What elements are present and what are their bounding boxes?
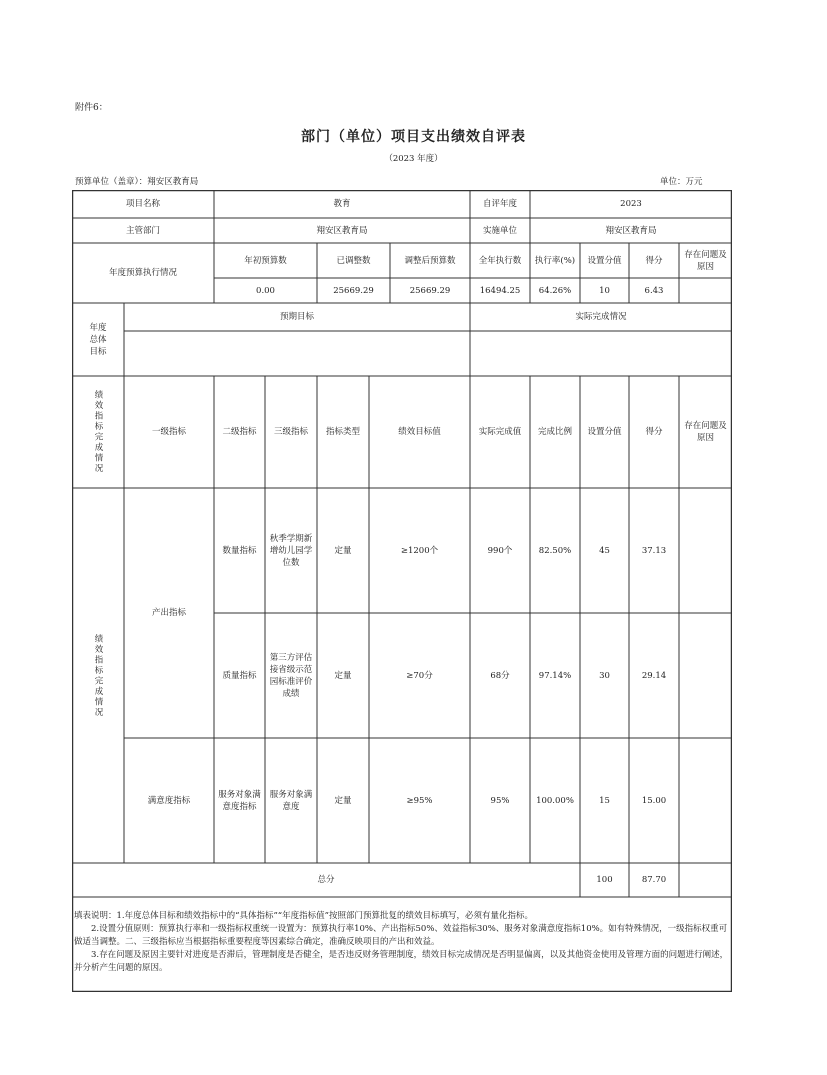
impl-unit-label: 实施单位 [482, 225, 517, 236]
indicator-score: 15.00 [641, 795, 667, 806]
indicator-l3: 服务对象满意度 [269, 789, 313, 812]
attachment-label: 附件6： [75, 103, 108, 113]
indicator-l2: 数量指标 [222, 545, 257, 556]
budget-value: 0.00 [256, 285, 275, 296]
currency-unit: 单位：万元 [660, 177, 703, 187]
budget-value: 10 [599, 285, 610, 296]
self-eval-year-value: 2023 [620, 199, 642, 209]
indicator-body-label: 绩效指标完成情况 [93, 633, 103, 718]
satisfaction-indicator-label: 满意度指标 [147, 795, 191, 806]
page-title: 部门（单位）项目支出绩效自评表 [301, 129, 526, 145]
fill-instructions [74, 910, 730, 975]
budget-value: 25669.29 [333, 285, 374, 296]
budget-header: 执行率(%) [534, 255, 576, 266]
indicator-section-label: 绩效指标完成情况 [93, 390, 103, 474]
total-weight: 100 [596, 875, 613, 885]
indicator-col-header: 设置分值 [587, 427, 622, 437]
indicator-l2: 服务对象满意度指标 [218, 789, 261, 812]
project-name-label: 项目名称 [125, 199, 160, 209]
budget-header: 全年执行数 [478, 255, 522, 266]
budget-value: 25669.29 [409, 285, 451, 296]
budget-value: 16494.25 [479, 285, 521, 296]
budget-value: 64.26% [538, 285, 572, 296]
indicator-type: 定量 [334, 795, 352, 806]
indicator-type: 定量 [334, 670, 352, 681]
indicator-col-header: 二级指标 [222, 427, 257, 437]
indicator-actual: 95% [490, 795, 510, 806]
indicator-l2: 质量指标 [222, 670, 257, 681]
note-line: 2.设置分值原则：预算执行率和一级指标权重统一设置为：预算执行率10%、产出指标50%、效益指标30%、服务对象满意度指标10%。如有特殊情况，一级指标权重可做适当调整。二、三级指标应当根据指标重要程度等因素综合确定，准确反映项目的产出和效益。 [74, 924, 728, 947]
project-name-value: 教育 [333, 199, 351, 209]
indicator-type: 定量 [334, 545, 352, 556]
indicator-score: 37.13 [641, 545, 667, 556]
budget-header: 设置分值 [587, 255, 622, 266]
actual-status-header: 实际完成情况 [575, 312, 627, 322]
indicator-actual: 68分 [490, 670, 510, 681]
output-indicator-label: 产出指标 [151, 608, 186, 618]
indicator-weight: 30 [599, 670, 610, 681]
expected-goal-header: 预期目标 [279, 312, 314, 322]
note-line: 填表说明：1.年度总体目标和绩效指标中的“具体指标”“年度指标值”按照部门预算批复的绩效目标填写，必须有量化指标。 [74, 911, 533, 921]
budget-header: 调整后预算数 [404, 255, 456, 266]
indicator-ratio: 97.14% [538, 670, 572, 681]
indicator-col-header: 实际完成值 [478, 427, 522, 437]
dept-value: 翔安区教育局 [316, 225, 368, 236]
indicator-target: ≥70分 [406, 670, 433, 681]
indicator-col-header: 指标类型 [325, 427, 360, 437]
indicator-l3: 秋季学期新增幼儿园学位数 [269, 533, 313, 568]
indicator-score: 29.14 [641, 670, 667, 681]
budget-row-label: 年度预算执行情况 [108, 268, 177, 278]
budget-header: 已调整数 [336, 255, 371, 266]
indicator-ratio: 100.00% [536, 795, 574, 806]
indicator-l3: 第三方评估接省级示范园标准评价成绩 [269, 652, 313, 699]
indicator-target: ≥1200个 [400, 545, 439, 556]
indicator-col-header: 三级指标 [273, 427, 308, 437]
note-line: 3.存在问题及原因主要针对进度是否滞后，管理制度是否健全，是否违反财务管理制度，绩效目标完成情况是否明显偏离，以及其他资金使用及管理方面的问题进行阐述，并分析产生问题的原因。 [74, 950, 729, 973]
budget-header: 存在问题及原因 [684, 249, 727, 272]
budget-header: 年初预算数 [244, 255, 287, 266]
indicator-weight: 15 [599, 795, 610, 806]
evaluation-table [72, 190, 732, 992]
dept-label: 主管部门 [125, 225, 160, 236]
budget-unit: 预算单位（盖章）：翔安区教育局 [75, 177, 199, 187]
report-year: （2023 年度） [384, 154, 443, 164]
budget-value: 6.43 [644, 285, 664, 296]
impl-unit-value: 翔安区教育局 [605, 225, 657, 236]
annual-goal-label: 年度总体目标 [89, 322, 107, 357]
indicator-col-header: 存在问题及原因 [684, 421, 727, 443]
budget-header: 得分 [645, 255, 663, 266]
indicator-col-header: 完成比例 [537, 427, 572, 437]
total-label: 总分 [317, 875, 335, 885]
total-score: 87.70 [641, 875, 667, 885]
indicator-col-header: 绩效目标值 [398, 427, 441, 437]
self-eval-year-label: 自评年度 [482, 199, 517, 209]
indicator-weight: 45 [599, 545, 610, 556]
indicator-col-header: 得分 [645, 427, 663, 437]
indicator-ratio: 82.50% [538, 545, 572, 556]
indicator-actual: 990个 [487, 545, 513, 556]
indicator-target: ≥95% [406, 795, 433, 806]
indicator-col-header: 一级指标 [151, 427, 186, 437]
